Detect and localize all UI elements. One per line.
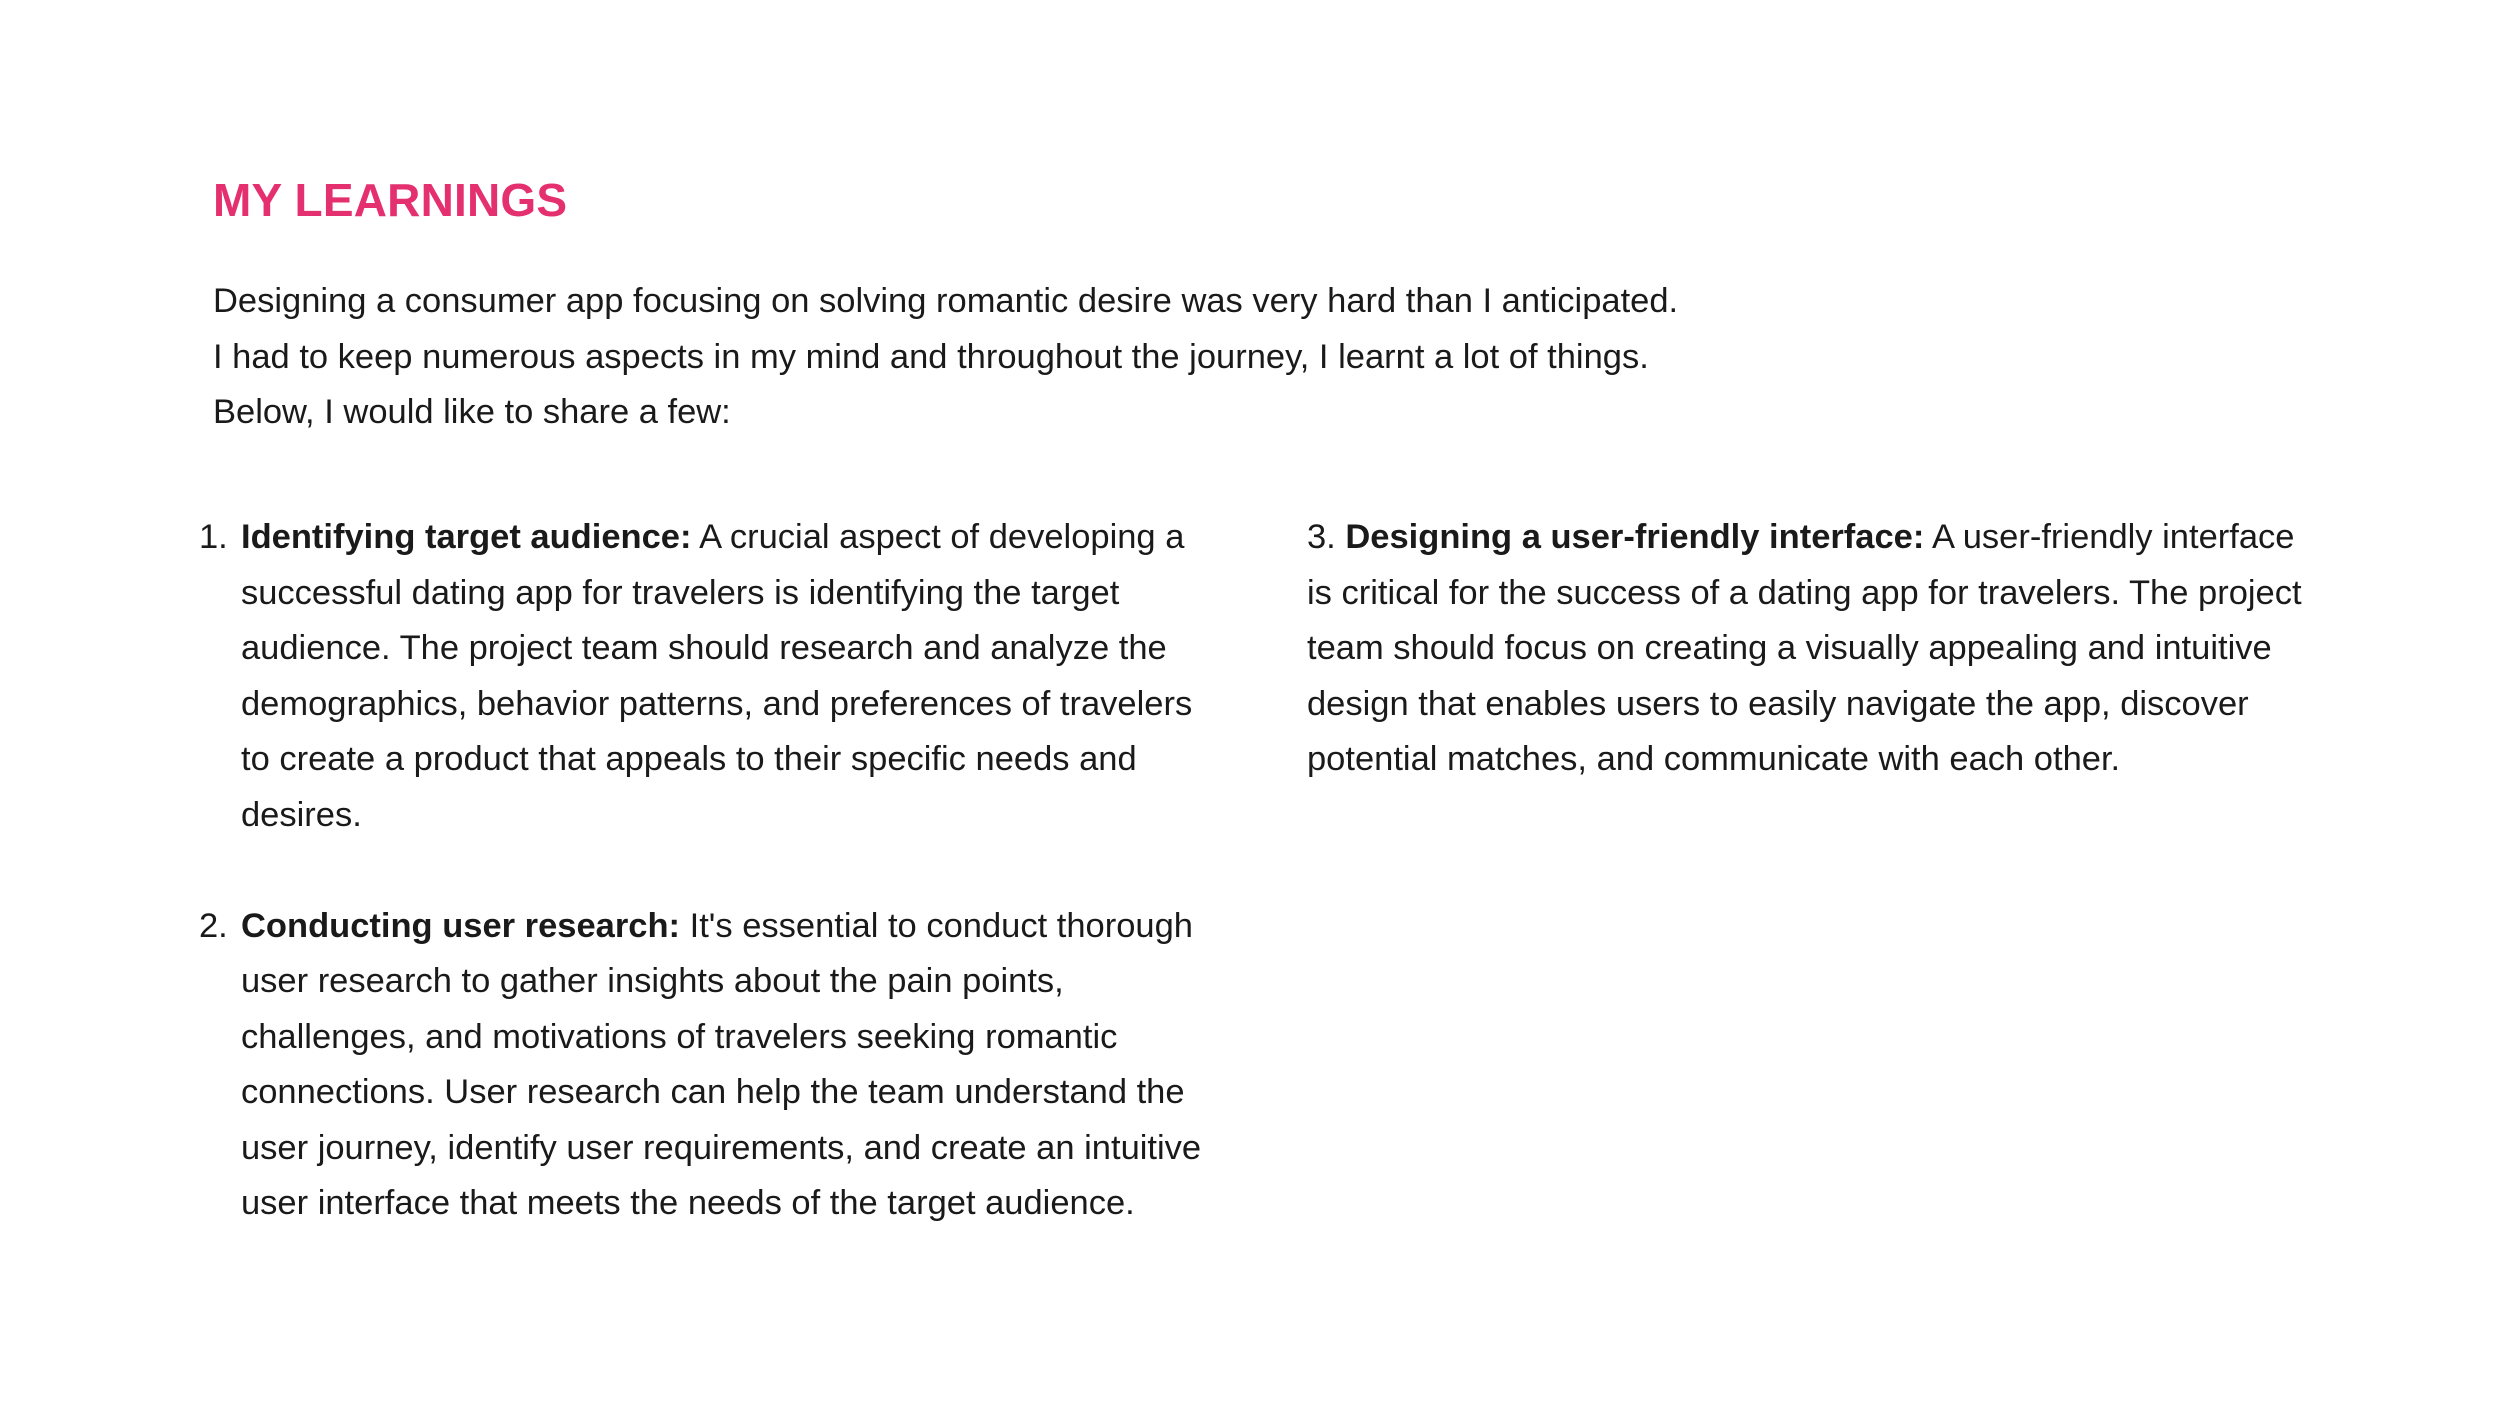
learnings-list-left — [199, 510, 1211, 1287]
item-text: A crucial aspect of developing a successful dating app for travelers is identifying the target audience. The project team should research and analyze the demographics, behavior patterns, and preferences of travelers to create a product that appeals to their specific needs and desires. — [241, 518, 1193, 834]
learning-item-user-interface — [1307, 510, 2317, 788]
item-text: A user-friendly interface is critical for the success of a dating app for travelers. The project team should focus on creating a visually appealing and intuitive design that enables users to easily navigate the app, discover potential matches, and communicate with each other. — [1307, 518, 2302, 778]
item-lead: Conducting user research: — [241, 906, 681, 945]
item-number: 1. — [199, 518, 228, 556]
item-number: 2. — [199, 906, 228, 945]
learning-item-target-audience — [199, 510, 1211, 843]
learnings-list-right — [1307, 510, 2317, 843]
item-lead: Identifying target audience: — [241, 518, 692, 556]
item-lead: Designing a user-friendly interface: — [1345, 518, 1925, 556]
item-number: 3. — [1307, 518, 1336, 556]
item-text: It's essential to conduct thorough user research to gather insights about the pain points, challenges, and motivations of travelers seeking romantic connections. User research can help the team understand the user journey, identify user requirements, and create an intuitive user interface that meets the needs of the target audience. — [241, 906, 1202, 1222]
intro-paragraph: Designing a consumer app focusing on solving romantic desire was very hard than I anticipated. I had to keep numerous aspects in my mind and throughout the journey, I learnt a lot of things. Below, I would like to share a few: — [213, 282, 1679, 431]
learning-item-user-research — [199, 899, 1211, 1232]
section-title: MY LEARNINGS — [213, 174, 568, 226]
